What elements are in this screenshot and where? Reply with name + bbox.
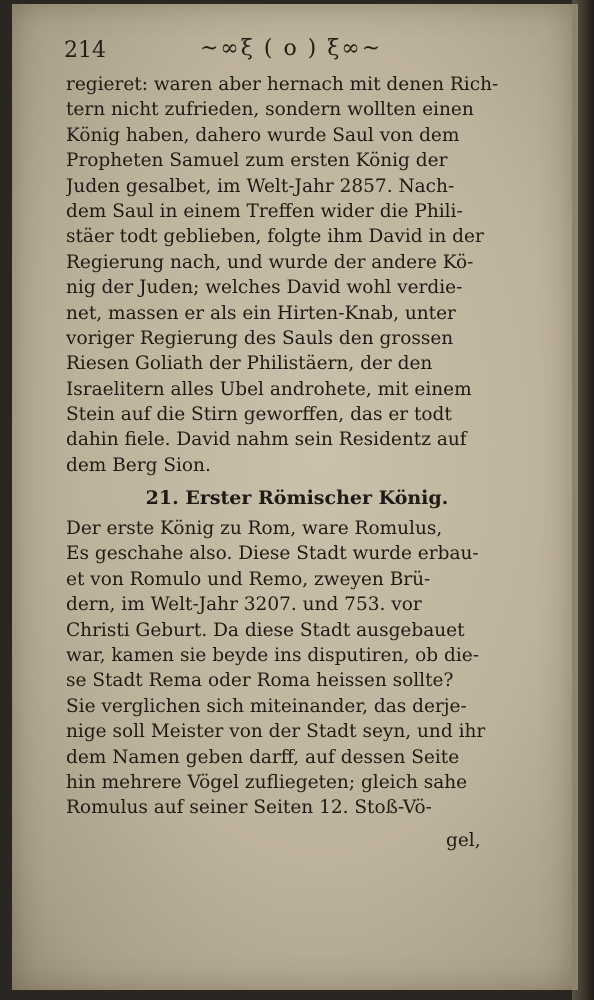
text-line: tern nicht zufrieden, sondern wollten einen: [66, 99, 474, 121]
text-line: dem Namen geben darff, auf dessen Seite: [66, 746, 460, 768]
text-line: Regierung nach, und wurde der andere Kö-: [66, 251, 474, 273]
text-line: Israelitern alles Ubel androhete, mit einem: [66, 378, 472, 400]
text-line: war, kamen sie beyde ins disputiren, ob die-: [66, 644, 479, 666]
section-heading: 21. Erster Römischer König.: [145, 487, 449, 509]
text-line: Stein auf die Stirn geworffen, das er todt: [66, 404, 452, 426]
text-line: net, massen er als ein Hirten-Knab, unter: [66, 302, 456, 324]
text-line: dahin fiele. David nahm sein Residentz auf: [66, 429, 467, 451]
text-line: Romulus auf seiner Seiten 12. Stoß-Vö-: [66, 797, 432, 819]
paragraph-1: [66, 72, 528, 478]
paragraph-2: [66, 516, 528, 821]
text-line: se Stadt Rema oder Roma heissen sollte?: [66, 670, 454, 692]
text-line: et von Romulo und Remo, zweyen Brü-: [66, 568, 431, 590]
text-line: Es geschahe also. Diese Stadt wurde erbau-: [66, 543, 479, 565]
text-line: hin mehrere Vögel zufliegeten; gleich sahe: [66, 771, 468, 793]
text-line: nige soll Meister von der Stadt seyn, und ihr: [66, 721, 486, 743]
text-line: Sie verglichen sich miteinander, das derje-: [66, 695, 467, 717]
text-line: Der erste König zu Rom, ware Romulus,: [66, 518, 443, 539]
catchword: gel,: [446, 830, 481, 851]
text-line: dem Saul in einem Treffen wider die Phili-: [66, 200, 463, 222]
text-line: stäer todt geblieben, folgte ihm David in der: [66, 226, 484, 248]
text-line: voriger Regierung des Sauls den grossen: [66, 327, 454, 349]
text-line: nig der Juden; welches David wohl verdie-: [66, 277, 463, 299]
text-line: Juden gesalbet, im Welt-Jahr 2857. Nach-: [66, 175, 455, 197]
page-number: 214: [64, 38, 106, 63]
text-line: Christi Geburt. Da diese Stadt ausgebauet: [66, 619, 465, 641]
text-line: dern, im Welt-Jahr 3207. und 753. vor: [66, 594, 422, 616]
text-line: Propheten Samuel zum ersten König der: [66, 150, 448, 172]
text-line: regieret: waren aber hernach mit denen Rich-: [66, 74, 499, 95]
text-line: König haben, dahero wurde Saul von dem: [66, 124, 460, 146]
text-line: dem Berg Sion.: [66, 454, 211, 476]
text-line: Riesen Goliath der Philistäern, der den: [66, 353, 433, 375]
page-header: [64, 36, 534, 66]
header-ornament: ~∞ξ ( o ) ξ∞~: [200, 36, 383, 61]
